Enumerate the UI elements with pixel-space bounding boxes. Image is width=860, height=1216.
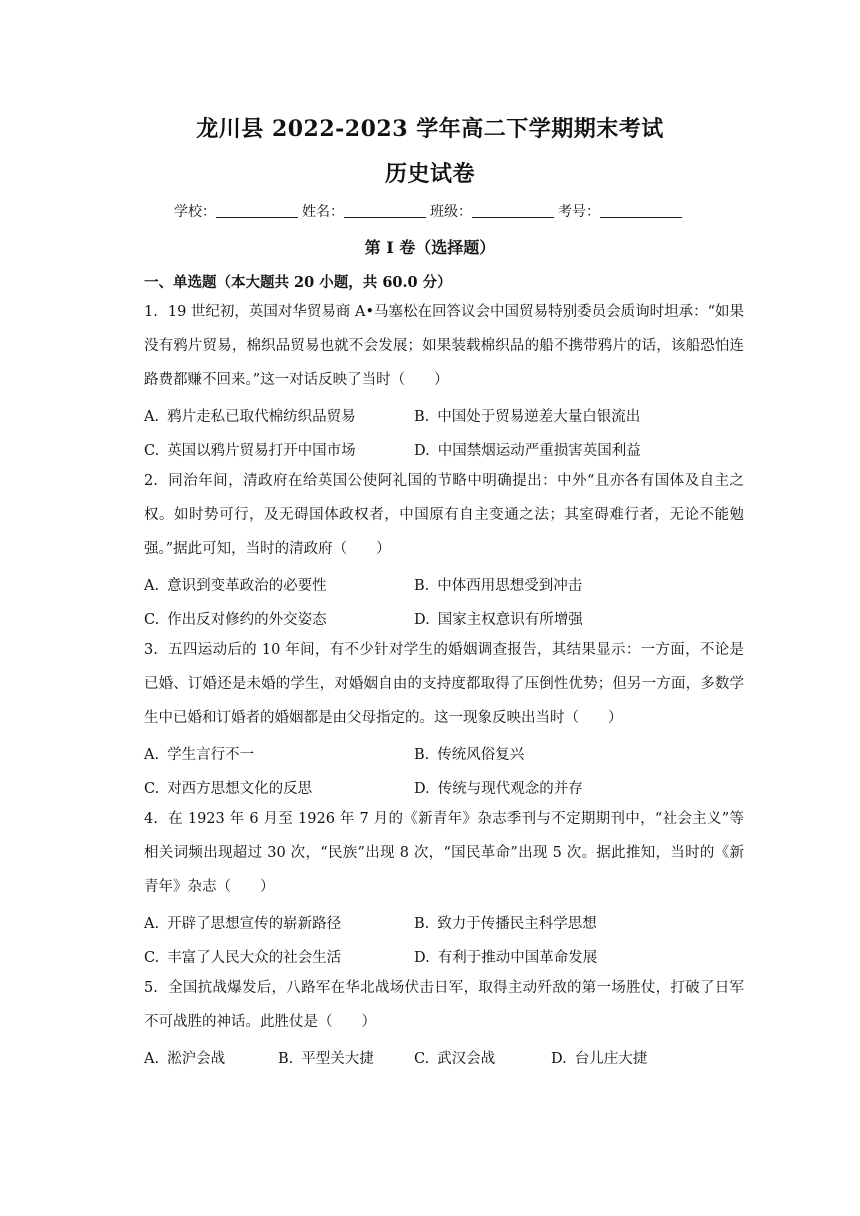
option-a: A. 意识到变革政治的必要性 <box>144 578 327 594</box>
option-d: D. 传统与现代观念的并存 <box>414 781 583 797</box>
option-c: C. 作出反对修约的外交姿态 <box>144 612 327 628</box>
option-d: D. 台儿庄大捷 <box>551 1051 648 1067</box>
class-blank[interactable] <box>472 203 554 218</box>
exam-number-field-label: 考号： <box>558 204 600 220</box>
option-c: C. 英国以鸦片贸易打开中国市场 <box>144 443 356 459</box>
name-blank[interactable] <box>344 203 426 218</box>
school-field-label: 学校： <box>174 204 216 220</box>
section-title: 第 I 卷（选择题） <box>364 238 496 257</box>
part-heading: 一、单选题（本大题共 20 小题，共 60.0 分） <box>144 274 452 291</box>
question-number: 4. <box>144 811 158 827</box>
option-c: C. 丰富了人民大众的社会生活 <box>144 950 342 966</box>
option-a: A. 学生言行不一 <box>144 747 255 763</box>
option-b: B. 传统风俗复兴 <box>414 747 525 763</box>
question-4 <box>144 802 744 904</box>
option-b: B. 中体西用思想受到冲击 <box>414 578 583 594</box>
question-number: 1. <box>144 304 158 320</box>
student-info-fields <box>0 201 860 221</box>
question-text: 在 1923 年 6 月至 1926 年 7 月的《新青年》杂志季刊与不定期期刊中，“社会主义”等相关词频出现超过 30 次，“民族”出现 8 次，“国民革命”出现 5 次。据此推知，当时的《新青年》杂志（ ） <box>144 811 744 895</box>
class-field-label: 班级： <box>430 204 472 220</box>
question-text: 同治年间，清政府在给英国公使阿礼国的节略中明确提出：中外“且亦各有国体及自主之权。如时势可行，及无碍国体政权者，中国原有自主变通之法；其室碍难行者，无论不能勉强。”据此可知，当时的清政府（ ） <box>144 473 744 557</box>
option-a: A. 开辟了思想宣传的崭新路径 <box>144 916 342 932</box>
question-number: 5. <box>144 980 158 996</box>
option-a: A. 鸦片走私已取代棉纺织品贸易 <box>144 409 356 425</box>
option-b: B. 平型关大捷 <box>278 1051 374 1067</box>
question-3 <box>144 633 744 735</box>
name-field-label: 姓名： <box>302 204 344 220</box>
option-d: D. 有利于推动中国革命发展 <box>414 950 598 966</box>
question-number: 2. <box>144 473 158 489</box>
option-b: B. 中国处于贸易逆差大量白银流出 <box>414 409 641 425</box>
question-number: 3. <box>144 642 158 658</box>
question-2 <box>144 464 744 566</box>
school-blank[interactable] <box>216 203 298 218</box>
option-c: C. 对西方思想文化的反思 <box>144 781 313 797</box>
question-text: 19 世纪初，英国对华贸易商 A•马塞松在回答议会中国贸易特别委员会质询时坦承：“如果没有鸦片贸易，棉织品贸易也就不会发展；如果装载棉织品的船不携带鸦片的话，该船恐怕连路费都赚不回来。”这一对话反映了当时（ ） <box>144 304 744 388</box>
question-5 <box>144 971 744 1039</box>
exam-subtitle: 历史试卷 <box>384 161 475 187</box>
question-1 <box>144 295 744 397</box>
option-b: B. 致力于传播民主科学思想 <box>414 916 597 932</box>
option-c: C. 武汉会战 <box>414 1051 496 1067</box>
question-text: 全国抗战爆发后，八路军在华北战场伏击日军，取得主动歼敌的第一场胜仗，打破了日军不可战胜的神话。此胜仗是（ ） <box>144 980 744 1030</box>
exam-title: 龙川县 2022-2023 学年高二下学期期末考试 <box>196 116 664 142</box>
question-text: 五四运动后的 10 年间，有不少针对学生的婚姻调查报告，其结果显示：一方面，不论是已婚、订婚还是未婚的学生，对婚姻自由的支持度都取得了压倒性优势；但另一方面，多数学生中已婚和订婚者的婚姻都是由父母指定的。这一现象反映出当时（ ） <box>144 642 744 726</box>
option-a: A. 淞沪会战 <box>144 1051 226 1067</box>
option-d: D. 中国禁烟运动严重损害英国利益 <box>414 443 641 459</box>
option-d: D. 国家主权意识有所增强 <box>414 612 583 628</box>
exam-number-blank[interactable] <box>600 203 682 218</box>
